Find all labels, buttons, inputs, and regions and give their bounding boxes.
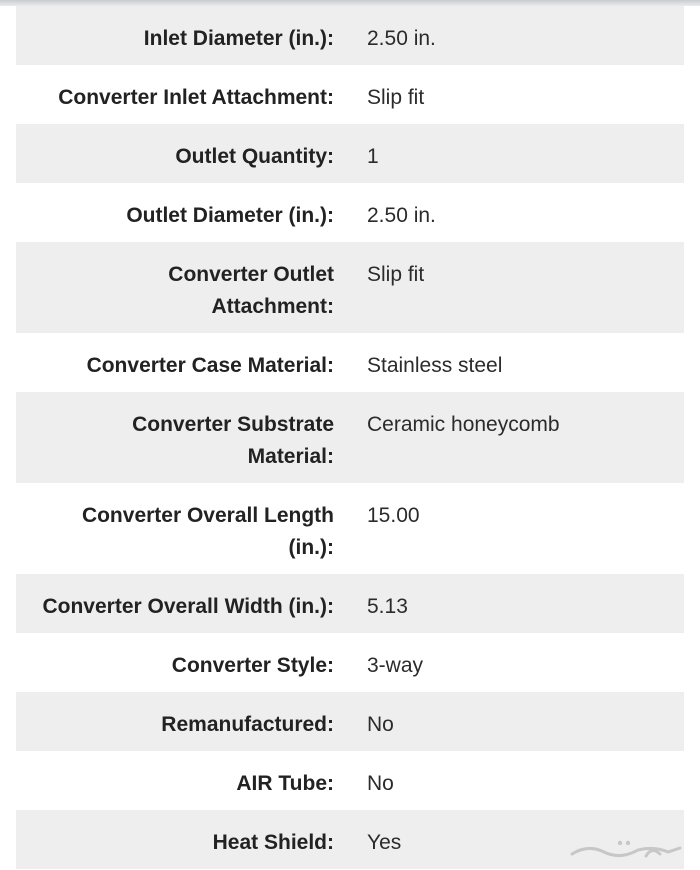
spec-value: 1 [367,145,379,168]
spec-label: Converter Overall Width (in.): [42,595,334,618]
spec-label: Heat Shield: [212,831,334,854]
spec-value: 5.13 [367,595,408,618]
spec-row-inlet-attachment [16,65,684,124]
spec-value: Yes [367,831,402,854]
spec-label: Converter Case Material: [86,354,334,377]
spec-value: Slip fit [367,86,425,109]
spec-value: 15.00 [367,504,420,527]
spec-row-outlet-diameter [16,183,684,242]
spec-label: Converter Inlet Attachment: [58,86,334,109]
spec-label: Converter Substrate Material: [132,413,334,468]
spec-label: Outlet Quantity: [175,145,334,168]
spec-label: Inlet Diameter (in.): [143,27,334,50]
spec-row-substrate-material [16,392,684,483]
spec-value: No [367,772,394,795]
spec-row-overall-length [16,483,684,574]
spec-label: AIR Tube: [236,772,334,795]
spec-value: 2.50 in. [367,204,436,227]
spec-label: Converter Outlet Attachment: [168,263,334,318]
spec-row-inlet-diameter [16,6,684,65]
spec-label: Outlet Diameter (in.): [126,204,334,227]
spec-value: No [367,713,394,736]
spec-row-converter-style [16,633,684,692]
spec-value: 3-way [367,654,424,677]
spec-label: Remanufactured: [161,713,334,736]
watermark-logo [568,836,686,862]
spec-label: Converter Style: [171,654,334,677]
spec-value: 2.50 in. [367,27,436,50]
spec-value: Slip fit [367,263,425,286]
spec-value: Ceramic honeycomb [367,413,560,436]
spec-table [16,6,684,869]
spec-row-remanufactured [16,692,684,751]
spec-row-outlet-attachment [16,242,684,333]
spec-row-overall-width [16,574,684,633]
spec-value: Stainless steel [367,354,503,377]
spec-row-air-tube [16,751,684,810]
spec-row-case-material [16,333,684,392]
spec-row-outlet-quantity [16,124,684,183]
spec-label: Converter Overall Length (in.): [81,504,334,559]
